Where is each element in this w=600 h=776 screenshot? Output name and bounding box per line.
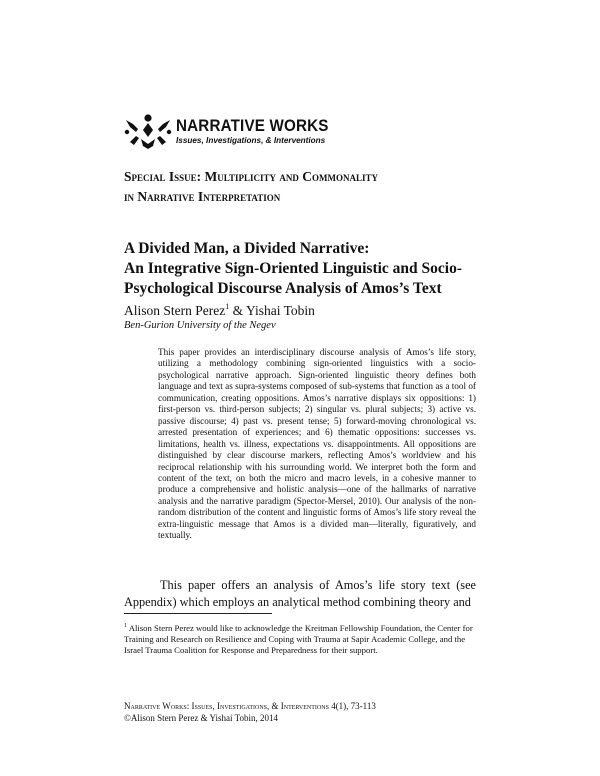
affiliation: Ben-Gurion University of the Negev bbox=[124, 320, 276, 331]
author-2: & Yishai Tobin bbox=[229, 303, 315, 318]
title-line3: Psychological Discourse Analysis of Amos’s Text bbox=[124, 280, 442, 297]
footnote-marker: 1 bbox=[124, 623, 127, 629]
journal-tagline: Issues, Investigations, & Interventions bbox=[176, 136, 326, 145]
abstract: This paper provides an interdisciplinary discourse analysis of Amos’s life story, utilizing a methodology combining sign-oriented linguistics with a socio-psychological narrative approach. Sign-oriented linguistic theory defines both language and text as supra-systems composed of sub-systems that function as a tool of communication, creating oppositions. Amos’s narrative displays six oppositions: 1) first-person vs. third-person subjects; 2) singular vs. plural subjects; 3) active vs. passive discourse; 4) past vs. present tense; 5) forward-moving chronological vs. arrested presentation of experiences; and 6) thematic oppositions: successes vs. limitations, health vs. illness, expectations vs. disappointments. All oppositions are distinguished by clear discourse markers, reflecting Amos’s worldview and his reciprocal relationship with his surrounding world. We interpret both the form and content of the text, on both the micro and macro levels, in a cohesive manner to produce a comprehensive and holistic analysis—one of the hallmarks of narrative analysis and the narrative paradigm (Spector-Mersel, 2010). Our analysis of the non-random distribution of the content and linguistic forms of Amos’s life story reveal the extra-linguistic message that Amos is a divided man—literally, figuratively, and textually. bbox=[158, 347, 476, 541]
copyright: ©Alison Stern Perez & Yishai Tobin, 2014 bbox=[124, 712, 278, 723]
page-footer bbox=[124, 701, 504, 724]
citation-journal: Narrative Works: Issues, Investigations, & Interventions bbox=[124, 701, 329, 711]
special-issue-line2: in Narrative Interpretation bbox=[124, 189, 281, 204]
citation-volume: 4(1), 73-113 bbox=[328, 701, 376, 711]
journal-logo-icon bbox=[124, 114, 172, 150]
body-paragraph: This paper offers an analysis of Amos’s life story text (see Appendix) which employs an analytical method combining theory and bbox=[124, 578, 476, 609]
footnote bbox=[124, 621, 476, 657]
footnote-divider bbox=[124, 613, 272, 614]
article-title bbox=[124, 239, 494, 299]
author-1: Alison Stern Perez bbox=[124, 303, 226, 318]
title-line1: A Divided Man, a Divided Narrative: bbox=[124, 240, 370, 257]
title-line2: An Integrative Sign-Oriented Linguistic and Socio- bbox=[124, 260, 463, 277]
footnote-ref[interactable]: 1 bbox=[225, 302, 230, 311]
special-issue-line1: Special Issue: Multiplicity and Commonality bbox=[124, 169, 378, 184]
journal-name: NARRATIVE WORKS bbox=[176, 117, 329, 135]
special-issue-heading bbox=[124, 167, 494, 207]
citation bbox=[124, 701, 504, 713]
authors bbox=[124, 302, 315, 319]
footnote-text: Alison Stern Perez would like to acknowledge the Kreitman Fellowship Foundation, the Center for Training and Research on Resilience and Coping with Trauma at Sapir Academic College, and the Israel Trauma Coalition for Response and Preparedness for their support. bbox=[124, 623, 473, 656]
